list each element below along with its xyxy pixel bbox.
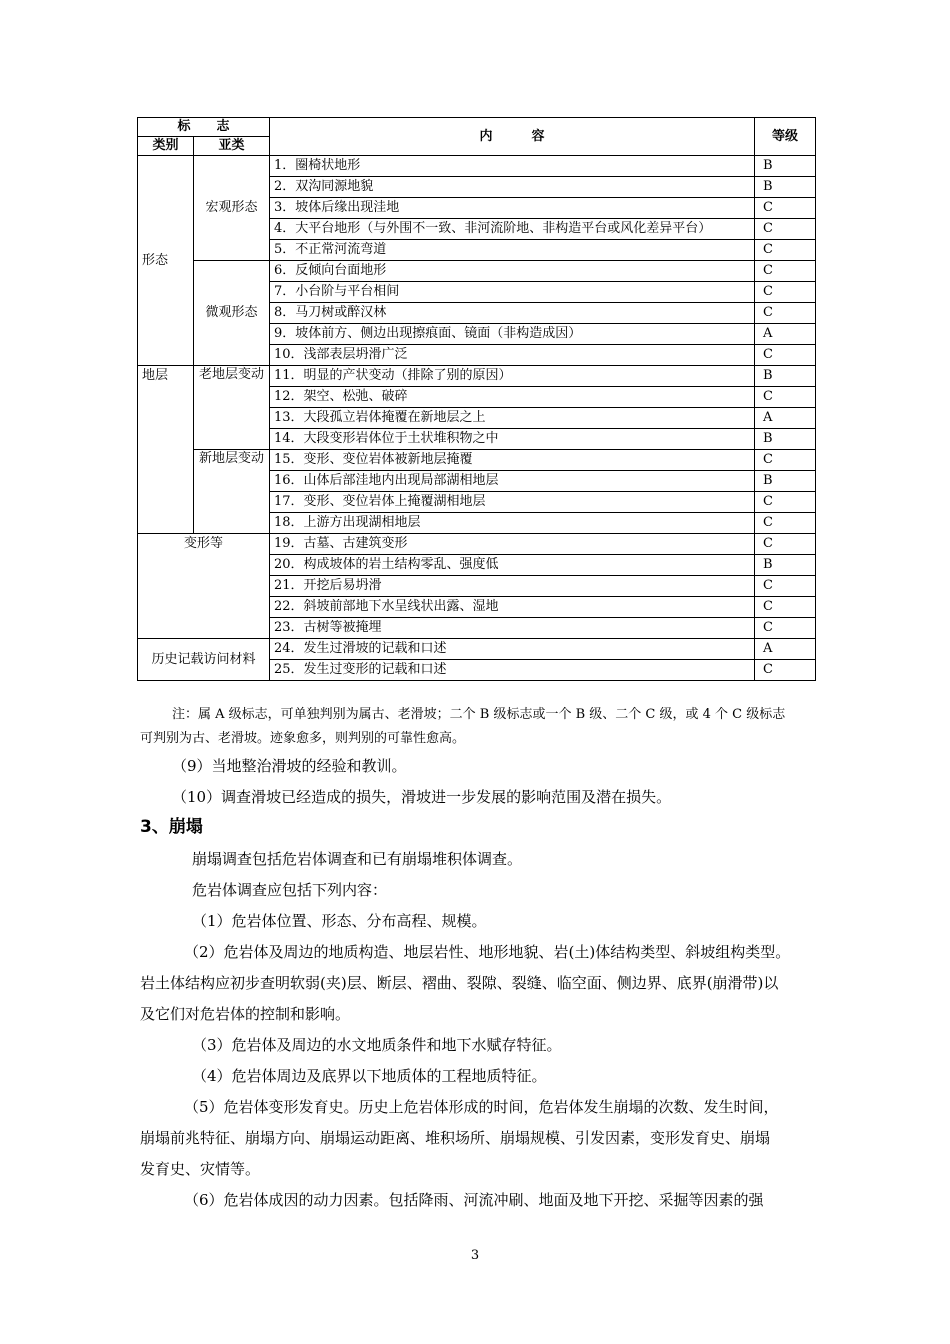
row-content: 9．坡体前方、侧边出现擦痕面、镜面（非构造成因） [270, 324, 755, 345]
paragraph-item-6: （6）危岩体成因的动力因素。包括降雨、河流冲刷、地面及地下开挖、采掘等因素的强 [184, 1191, 764, 1209]
section-body [140, 844, 820, 1216]
subcategory-old-strata: 老地层变动 [194, 366, 270, 450]
subcategory-new-strata: 新地层变动 [194, 450, 270, 534]
row-grade: B [755, 555, 816, 576]
row-content: 21．开挖后易坍滑 [270, 576, 755, 597]
row-content: 18．上游方出现湖相地层 [270, 513, 755, 534]
note-line-1: 注：属 A 级标志，可单独判别为属古、老滑坡；二个 B 级标志或一个 B 级、二个 C 级，或 4 个 C 级标志 [172, 707, 786, 722]
row-grade: C [755, 387, 816, 408]
row-content: 1．圈椅状地形 [270, 156, 755, 177]
row-grade: C [755, 492, 816, 513]
table-note [140, 703, 820, 751]
row-grade: C [755, 198, 816, 219]
subcategory-micro: 微观形态 [194, 261, 270, 366]
row-grade: C [755, 303, 816, 324]
page-number: 3 [470, 1248, 480, 1263]
row-content: 13．大段孤立岩体掩覆在新地层之上 [270, 408, 755, 429]
row-grade: A [755, 408, 816, 429]
paragraph-item-2-line-3: 及它们对危岩体的控制和影响。 [140, 1005, 351, 1023]
paragraph-item-1: （1）危岩体位置、形态、分布高程、规模。 [192, 912, 487, 930]
paragraph-item-4: （4）危岩体周边及底界以下地质体的工程地质特征。 [192, 1067, 547, 1085]
row-content: 17．变形、变位岩体上掩覆湖相地层 [270, 492, 755, 513]
note-line-2: 可判别为古、老滑坡。迹象愈多，则判别的可靠性愈高。 [140, 731, 466, 746]
row-grade: A [755, 324, 816, 345]
paragraph-item-2-line-2: 岩土体结构应初步查明软弱(夹)层、断层、褶曲、裂隙、裂缝、临空面、侧边界、底界(崩滑带)以 [140, 974, 779, 992]
row-content: 6．反倾向台面地形 [270, 261, 755, 282]
category-history: 历史记载访问材料 [138, 639, 270, 681]
row-grade: B [755, 177, 816, 198]
row-content: 10．浅部表层坍滑广泛 [270, 345, 755, 366]
row-content: 2．双沟同源地貌 [270, 177, 755, 198]
header-category: 类别 [138, 137, 194, 156]
header-grade: 等级 [755, 118, 816, 156]
row-content: 19．古墓、古建筑变形 [270, 534, 755, 555]
paragraph-item-5-line-3: 发育史、灾情等。 [140, 1160, 261, 1178]
paragraph-intro: 崩塌调查包括危岩体调查和已有崩塌堆积体调查。 [192, 850, 523, 868]
row-content: 22．斜坡前部地下水呈线状出露、湿地 [270, 597, 755, 618]
row-grade: B [755, 156, 816, 177]
paragraph-item-9: （9）当地整治滑坡的经验和教训。 [172, 757, 407, 775]
row-grade: C [755, 345, 816, 366]
row-content: 8．马刀树或醉汉林 [270, 303, 755, 324]
row-grade: C [755, 261, 816, 282]
paragraph-intro-2: 危岩体调查应包括下列内容： [192, 881, 388, 899]
row-content: 14．大段变形岩体位于土状堆积物之中 [270, 429, 755, 450]
row-content: 24．发生过滑坡的记载和口述 [270, 639, 755, 660]
row-grade: A [755, 639, 816, 660]
paragraph-item-3: （3）危岩体及周边的水文地质条件和地下水赋存特征。 [192, 1036, 562, 1054]
row-grade: C [755, 240, 816, 261]
paragraph-item-5-line-1: （5）危岩体变形发育史。历史上危岩体形成的时间，危岩体发生崩塌的次数、发生时间， [184, 1098, 779, 1116]
row-grade: C [755, 450, 816, 471]
row-content: 4．大平台地形（与外围不一致、非河流阶地、非构造平台或风化差异平台） [270, 219, 755, 240]
row-content: 20．构成坡体的岩土结构零乱、强度低 [270, 555, 755, 576]
header-content: 内 容 [270, 118, 755, 156]
row-content: 25．发生过变形的记载和口述 [270, 660, 755, 681]
items-before-section [140, 751, 820, 813]
row-content: 5．不正常河流弯道 [270, 240, 755, 261]
row-grade: C [755, 282, 816, 303]
category-strata: 地层 [138, 366, 194, 534]
row-grade: B [755, 366, 816, 387]
header-subcategory: 亚类 [194, 137, 270, 156]
section-heading: 3、崩塌 [140, 817, 203, 837]
paragraph-item-5-line-2: 崩塌前兆特征、崩塌方向、崩塌运动距离、堆积场所、崩塌规模、引发因素，变形发育史、崩塌 [140, 1129, 771, 1147]
row-grade: C [755, 534, 816, 555]
row-grade: C [755, 576, 816, 597]
row-grade: C [755, 597, 816, 618]
row-content: 7．小台阶与平台相间 [270, 282, 755, 303]
row-content: 3．坡体后缘出现洼地 [270, 198, 755, 219]
row-grade: B [755, 471, 816, 492]
paragraph-item-10: （10）调查滑坡已经造成的损失，滑坡进一步发展的影响范围及潜在损失。 [172, 788, 672, 806]
row-grade: C [755, 618, 816, 639]
landslide-indicator-table [137, 117, 816, 681]
category-morphology: 形态 [138, 156, 194, 366]
header-mark: 标 志 [138, 118, 270, 137]
row-grade: B [755, 429, 816, 450]
row-content: 11．明显的产状变动（排除了别的原因） [270, 366, 755, 387]
row-content: 16．山体后部洼地内出现局部湖相地层 [270, 471, 755, 492]
row-content: 15．变形、变位岩体被新地层掩覆 [270, 450, 755, 471]
row-grade: C [755, 660, 816, 681]
subcategory-macro: 宏观形态 [194, 156, 270, 261]
row-content: 23．古树等被掩埋 [270, 618, 755, 639]
category-deformation: 变形等 [138, 534, 270, 639]
row-grade: C [755, 513, 816, 534]
row-content: 12．架空、松弛、破碎 [270, 387, 755, 408]
paragraph-item-2-line-1: （2）危岩体及周边的地质构造、地层岩性、地形地貌、岩(土)体结构类型、斜坡组构类型。 [184, 943, 791, 961]
row-grade: C [755, 219, 816, 240]
